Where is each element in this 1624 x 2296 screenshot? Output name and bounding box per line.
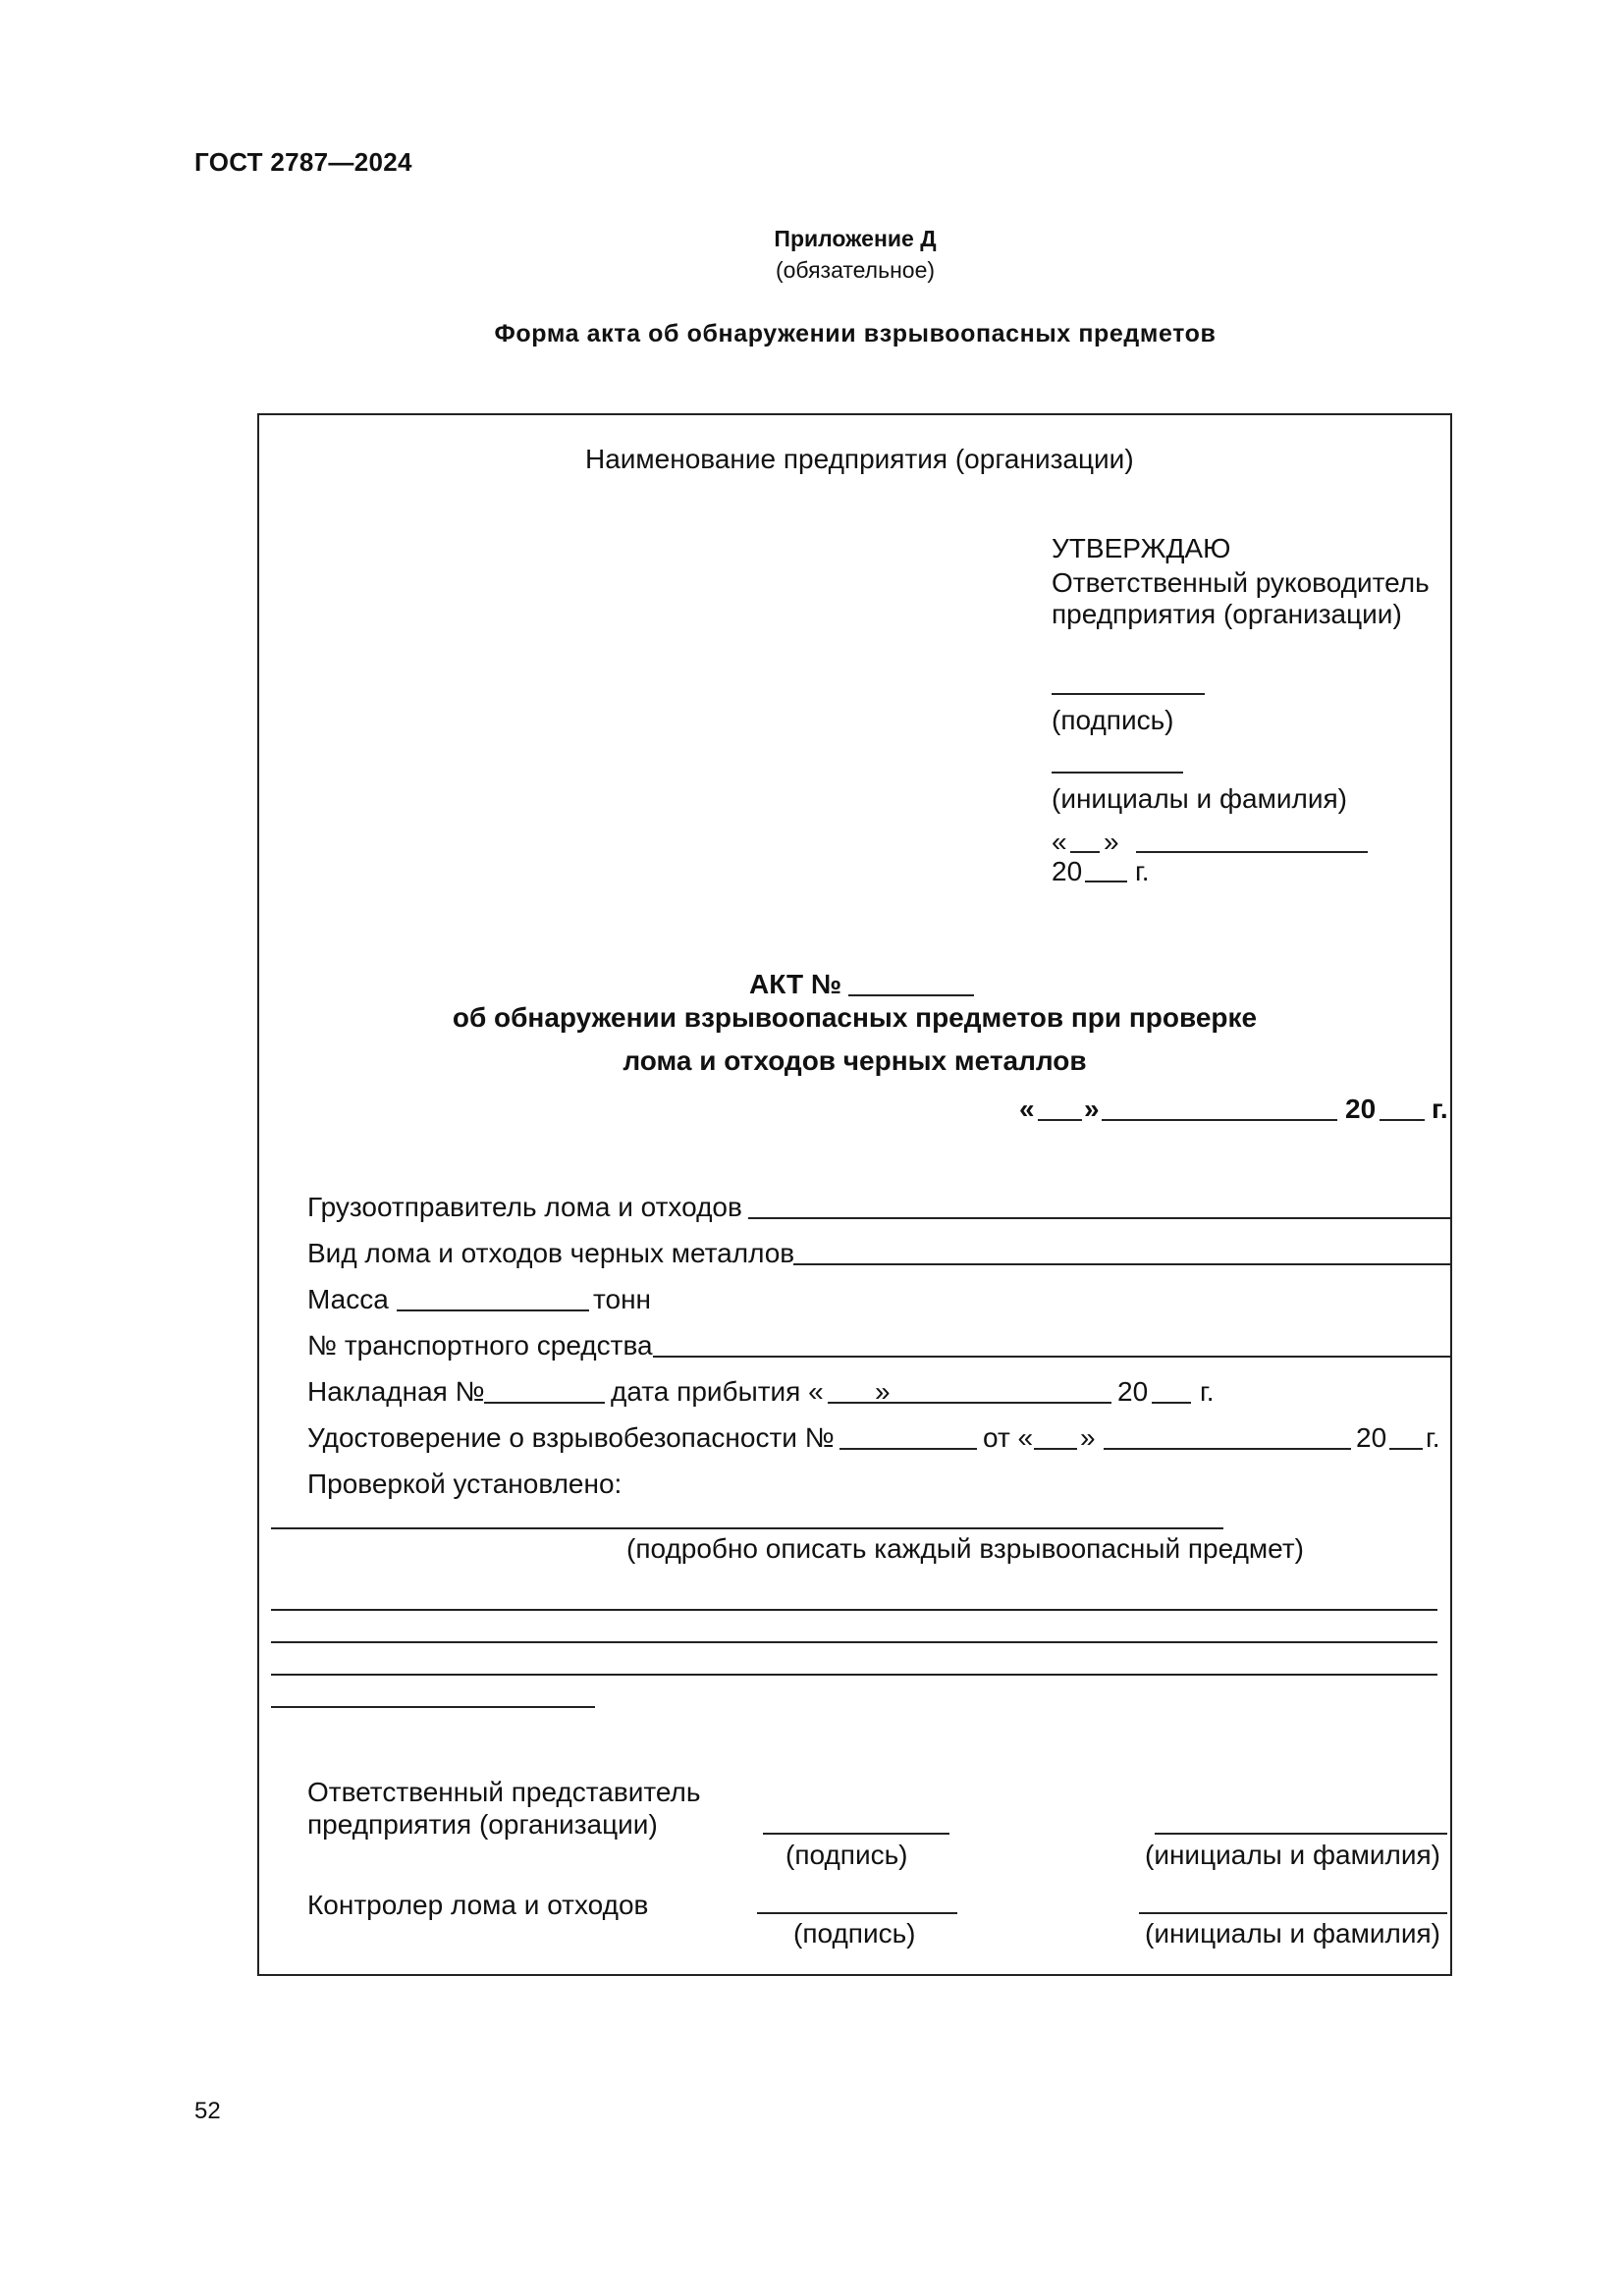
approve-line2: предприятия (организации) [1052,599,1402,629]
approve-year-suffix: г. [1135,856,1150,886]
rep-label-line2: предприятия (организации) [307,1809,658,1840]
rep-signature-line[interactable] [763,1833,949,1835]
arrival-year-suffix: г. [1200,1376,1215,1407]
check-result-line[interactable] [271,1527,1223,1529]
rep-initials-line[interactable] [1155,1833,1447,1835]
rep-initials-caption: (инициалы и фамилия) [1145,1840,1440,1870]
description-line-1[interactable] [271,1609,1437,1611]
invoice-label: Накладная № [307,1376,485,1407]
approve-line1: Ответственный руководитель [1052,567,1430,598]
controller-label: Контролер лома и отходов [307,1890,649,1920]
org-name-label: Наименование предприятия (организации) [585,444,1134,474]
approve-signature-caption: (подпись) [1052,705,1174,735]
certificate-date-close: » [1080,1422,1096,1453]
invoice-line[interactable] [484,1402,605,1404]
page-number: 52 [194,2098,221,2124]
description-line-3[interactable] [271,1674,1437,1676]
mass-label: Масса [307,1284,389,1314]
appendix-title: Приложение Д [774,226,937,251]
certificate-month-line[interactable] [1104,1448,1351,1450]
certificate-year-prefix: 20 [1356,1422,1387,1453]
controller-signature-line[interactable] [757,1912,957,1914]
act-title: АКТ № [749,969,842,999]
document-standard-number: ГОСТ 2787—2024 [194,147,412,177]
approve-year-prefix: 20 [1052,856,1083,886]
approve-date-open: « [1052,827,1067,857]
scrap-type-line[interactable] [793,1263,1451,1265]
controller-signature-caption: (подпись) [793,1918,916,1949]
arrival-label: дата прибытия « [611,1376,824,1407]
certificate-label: Удостоверение о взрывобезопасности № [307,1422,835,1453]
approve-heading: УТВЕРЖДАЮ [1052,533,1231,563]
certificate-from-label: от « [983,1422,1034,1453]
controller-initials-line[interactable] [1139,1912,1447,1914]
shipper-line[interactable] [748,1217,1451,1219]
arrival-close: » [875,1376,891,1407]
approve-initials-line[interactable] [1052,772,1183,774]
form-title: Форма акта об обнаружении взрывоопасных предметов [494,320,1217,347]
description-line-4[interactable] [271,1706,595,1708]
mass-line[interactable] [397,1309,589,1311]
certificate-year-suffix: г. [1426,1422,1440,1453]
act-year-suffix: г. [1432,1094,1448,1124]
arrival-year-prefix: 20 [1117,1376,1149,1407]
act-year-line[interactable] [1380,1119,1425,1121]
mass-unit: тонн [593,1284,652,1314]
shipper-label: Грузоотправитель лома и отходов [307,1192,742,1222]
approve-day-line[interactable] [1070,851,1100,853]
describe-caption: (подробно описать каждый взрывоопасный предмет) [626,1533,1304,1564]
approve-signature-line[interactable] [1052,693,1205,695]
act-date-open: « [1019,1094,1035,1124]
rep-label-line1: Ответственный представитель [307,1777,701,1807]
approve-month-line[interactable] [1136,851,1368,853]
approve-date-close: » [1104,827,1119,857]
act-date-close: » [1084,1094,1100,1124]
rep-signature-caption: (подпись) [785,1840,908,1870]
approve-year-line[interactable] [1085,881,1127,882]
act-subtitle-2: лома и отходов черных металлов [623,1045,1087,1076]
description-line-2[interactable] [271,1641,1437,1643]
arrival-month-line[interactable] [856,1402,1111,1404]
act-day-line[interactable] [1038,1119,1082,1121]
act-year-prefix: 20 [1345,1094,1377,1124]
appendix-status: (обязательное) [775,257,936,283]
approve-initials-caption: (инициалы и фамилия) [1052,783,1347,814]
controller-initials-caption: (инициалы и фамилия) [1145,1918,1440,1949]
check-label: Проверкой установлено: [307,1468,623,1499]
act-subtitle-1: об обнаружении взрывоопасных предметов при проверке [452,1002,1258,1033]
vehicle-line[interactable] [653,1356,1451,1358]
certificate-year-line[interactable] [1389,1448,1423,1450]
act-month-line[interactable] [1102,1119,1337,1121]
act-number-line[interactable] [848,994,974,996]
arrival-year-line[interactable] [1152,1402,1191,1404]
certificate-day-line[interactable] [1034,1448,1077,1450]
vehicle-label: № транспортного средства [307,1330,653,1361]
scrap-type-label: Вид лома и отходов черных металлов [307,1238,795,1268]
certificate-number-line[interactable] [839,1448,977,1450]
